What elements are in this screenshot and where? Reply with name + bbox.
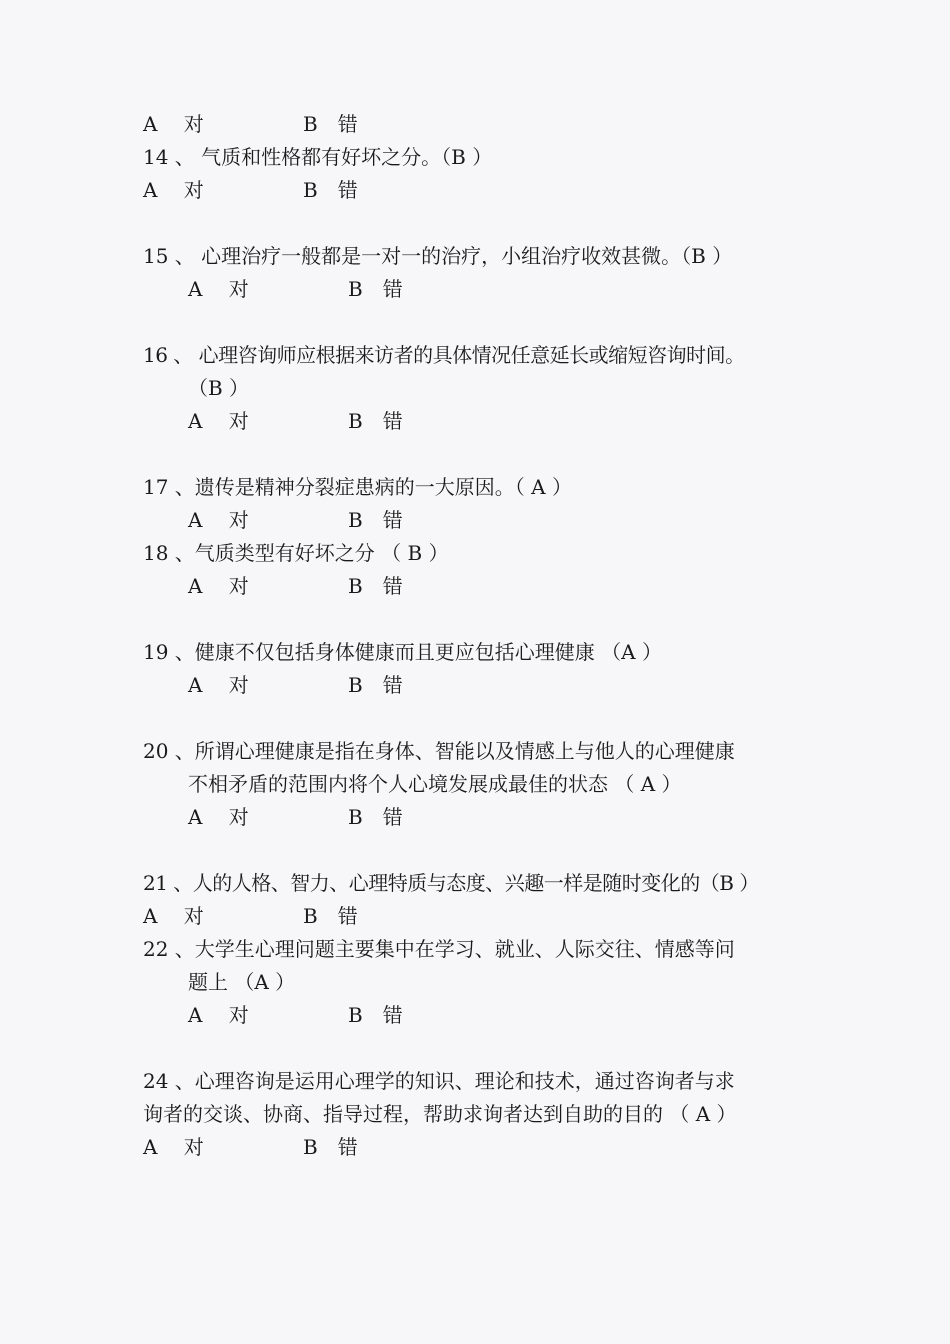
option-a: A 对 — [188, 673, 249, 697]
question-19: 19 、健康不仅包括身体健康而且更应包括心理健康 （A ） — [143, 640, 662, 664]
option-a: A 对 — [188, 508, 249, 532]
option-b: B 错 — [348, 1003, 403, 1027]
option-a: A 对 — [188, 1003, 249, 1027]
option-b: B 错 — [303, 1135, 358, 1159]
question-22-continued: 题上 （A ） — [188, 970, 296, 994]
question-21: 21 、人的人格、智力、心理特质与态度、兴趣一样是随时变化的（B ） — [143, 871, 759, 895]
option-b: B 错 — [303, 112, 358, 136]
option-a: A 对 — [143, 904, 204, 928]
option-a: A 对 — [188, 409, 249, 433]
question-16-continued: （B ） — [188, 376, 250, 400]
option-a: A 对 — [188, 277, 249, 301]
option-a: A 对 — [143, 1135, 204, 1159]
question-24-continued: 询者的交谈、协商、指导过程，帮助求询者达到自助的目的 （ A ） — [143, 1102, 737, 1126]
question-20-continued: 不相矛盾的范围内将个人心境发展成最佳的状态 （ A ） — [188, 772, 682, 796]
option-b: B 错 — [348, 805, 403, 829]
question-20: 20 、所谓心理健康是指在身体、智能以及情感上与他人的心理健康 — [143, 739, 735, 763]
option-b: B 错 — [348, 409, 403, 433]
question-15: 15 、 心理治疗一般都是一对一的治疗，小组治疗收效甚微。（B ） — [143, 244, 733, 268]
option-a: A 对 — [143, 112, 204, 136]
option-b: B 错 — [348, 508, 403, 532]
option-a: A 对 — [188, 574, 249, 598]
question-24: 24 、心理咨询是运用心理学的知识、理论和技术，通过咨询者与求 — [143, 1069, 735, 1093]
option-b: B 错 — [348, 673, 403, 697]
option-b: B 错 — [303, 178, 358, 202]
question-22: 22 、大学生心理问题主要集中在学习、就业、人际交往、情感等问 — [143, 937, 735, 961]
question-14: 14 、 气质和性格都有好坏之分。（B ） — [143, 145, 493, 169]
option-b: B 错 — [348, 277, 403, 301]
question-16: 16 、 心理咨询师应根据来访者的具体情况任意延长或缩短咨询时间。 — [143, 343, 745, 367]
option-a: A 对 — [188, 805, 249, 829]
question-18: 18 、气质类型有好坏之分 （ B ） — [143, 541, 449, 565]
option-b: B 错 — [303, 904, 358, 928]
question-17: 17 、遗传是精神分裂症患病的一大原因。（ A ） — [143, 475, 572, 499]
option-a: A 对 — [143, 178, 204, 202]
option-b: B 错 — [348, 574, 403, 598]
